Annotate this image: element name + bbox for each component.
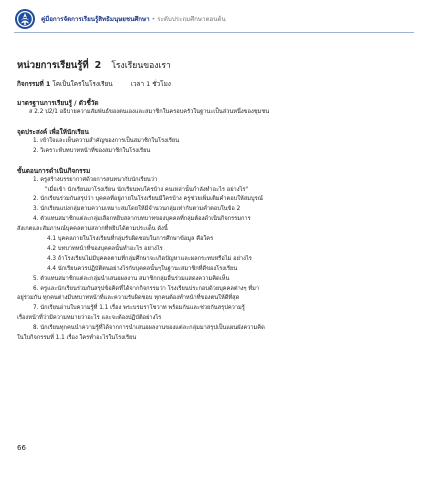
activity-time-label: เวลา — [130, 80, 145, 88]
unit-heading — [17, 58, 413, 73]
procedure-substep: 4.1 บุคคลภายในโรงเรียนที่กลุ่มรับผิดชอบในการศึกษาข้อมูล คือใคร — [47, 236, 214, 243]
objective-item: 2. วิเคราะห์บทบาทหน้าที่ของสมาชิกในโรงเรียน — [33, 147, 151, 154]
procedure-step-8-cont: ในใบกิจกรรมที่ 1.1 เรื่อง ใครทำอะไรในโรงเรียน — [17, 335, 137, 342]
procedure-step-6: 6. ครูและนักเรียนร่วมกันสรุปข้อคิดที่ได้จากกิจกรรมว่า โรงเรียนประกอบด้วยบุคคลต่างๆ ที่มา — [33, 285, 260, 292]
procedure-step-1: 1. ครูสร้างบรรยากาศด้วยการสนทนากับนักเรียนว่า — [33, 176, 158, 183]
procedure-title: ขั้นตอนการดำเนินกิจกรรม — [17, 166, 91, 175]
procedure-step-3: 3. นักเรียนแบ่งกลุ่มตามความเหมาะสมโดยให้มีจำนวนกลุ่มเท่ากับตามคำตอบในข้อ 2 — [33, 206, 241, 213]
procedure-substep: 4.3 ถ้าโรงเรียนไม่มีบุคคลตามที่กลุ่มศึกษาจะเกิดปัญหาและผลกระทบหรือไม่ อย่างไร — [47, 255, 252, 262]
activity-time-unit: ชั่วโมง — [152, 80, 171, 88]
procedure-step-4-cont: สังเกตและสัมภาษณ์บุคคลตามสลากที่หยิบได้ตามประเด็น ดังนี้ — [17, 226, 168, 233]
procedure-step-5: 5. ตัวแทนสมาชิกแต่ละกลุ่มนำเสนอผลงาน สมาชิกกลุ่มอื่นร่วมแสดงความคิดเห็น — [33, 275, 230, 282]
procedure-substep: 4.4 นักเรียนควรปฏิบัติตนอย่างไรกับบุคคลนั้นๆในฐานะสมาชิกที่ดีของโรงเรียน — [47, 265, 238, 272]
page-number: 66 — [17, 444, 26, 452]
activity-label: กิจกรรมที่ — [17, 80, 44, 88]
procedure-step-4: 4. ตัวแทนสมาชิกแต่ละกลุ่มเลือกหยิบสลากบทบาทของบุคคลที่กลุ่มต้องดำเนินกิจกรรมการ — [33, 216, 251, 223]
standards-title: มาตรฐานการเรียนรู้ / ตัวชี้วัด — [17, 99, 99, 107]
procedure-list — [17, 176, 413, 344]
objectives-title: จุดประสงค์ เพื่อให้นักเรียน — [17, 127, 89, 136]
unit-name: โรงเรียนของเรา — [111, 61, 171, 71]
procedure-step-6-cont: อยู่ร่วมกัน ทุกคนต่างมีบทบาทหน้าที่และความรับผิดชอบ ทุกคนต้องทำหน้าที่ของตนให้ดีที่สุด — [17, 295, 240, 302]
document-body — [17, 38, 413, 344]
activity-time-value: 1 — [146, 80, 151, 88]
header-title: คู่มือการจัดการเรียนรู้สิทธิมนุษยชนศึกษา — [41, 16, 150, 23]
unit-number: 2 — [94, 60, 102, 71]
procedure-step-7-cont: เรื่องหน้าที่ว่ามีความหมายว่าอะไร และจะต้องปฏิบัติอย่างไร — [17, 315, 162, 322]
standards-text: ส 2.2 ป2/1 อธิบายความสัมพันธ์ของตนเองและสมาชิกในครอบครัวในฐานะเป็นส่วนหนึ่งของชุมชน — [29, 109, 270, 115]
seal-logo-icon — [14, 8, 36, 30]
objectives-list — [17, 137, 413, 157]
procedure-step-1-quote: "เมื่อเข้า นักเรียนมาโรงเรียน นักเรียนพบใครบ้าง คนเหล่านั้นกำลังทำอะไร อย่างไร" — [45, 186, 249, 193]
header-separator: • — [151, 15, 156, 23]
header-divider — [14, 32, 414, 33]
procedure-step-8: 8. นักเรียนทุกคนนำความรู้ที่ได้จากการนำเสนอผลงานของแต่ละกลุ่มมาสรุปเป็นแผนผังความคิด — [33, 325, 265, 332]
procedure-step-7: 7. นักเรียนอ่านใบความรู้ที่ 1.1 เรื่อง พระบรมราโชวาท พร้อมกันและช่วยกันสรุปความรู้ — [33, 305, 245, 312]
activity-name: โคเป็นใครในโรงเรียน — [52, 80, 113, 88]
activity-heading — [17, 79, 413, 89]
page-header — [14, 6, 414, 32]
header-subtitle: ระดับประถมศึกษาตอนต้น — [157, 16, 226, 23]
procedure-step-2: 2. นักเรียนร่วมกันสรุปว่า บุคคลที่อยู่ภายในโรงเรียนมีใครบ้าง ครูช่วยเพิ่มเติมคำตอบให้สมบูรณ์ — [33, 196, 263, 203]
unit-label: หน่วยการเรียนรู้ที่ — [17, 60, 89, 71]
objective-item: 1. เข้าใจและเห็นความสำคัญของการเป็นสมาชิกในโรงเรียน — [33, 137, 180, 144]
procedure-substep: 4.2 บทบาทหน้าที่ของบุคคลนั้นทำอะไร อย่างไร — [47, 245, 163, 252]
activity-number: 1 — [45, 80, 51, 88]
